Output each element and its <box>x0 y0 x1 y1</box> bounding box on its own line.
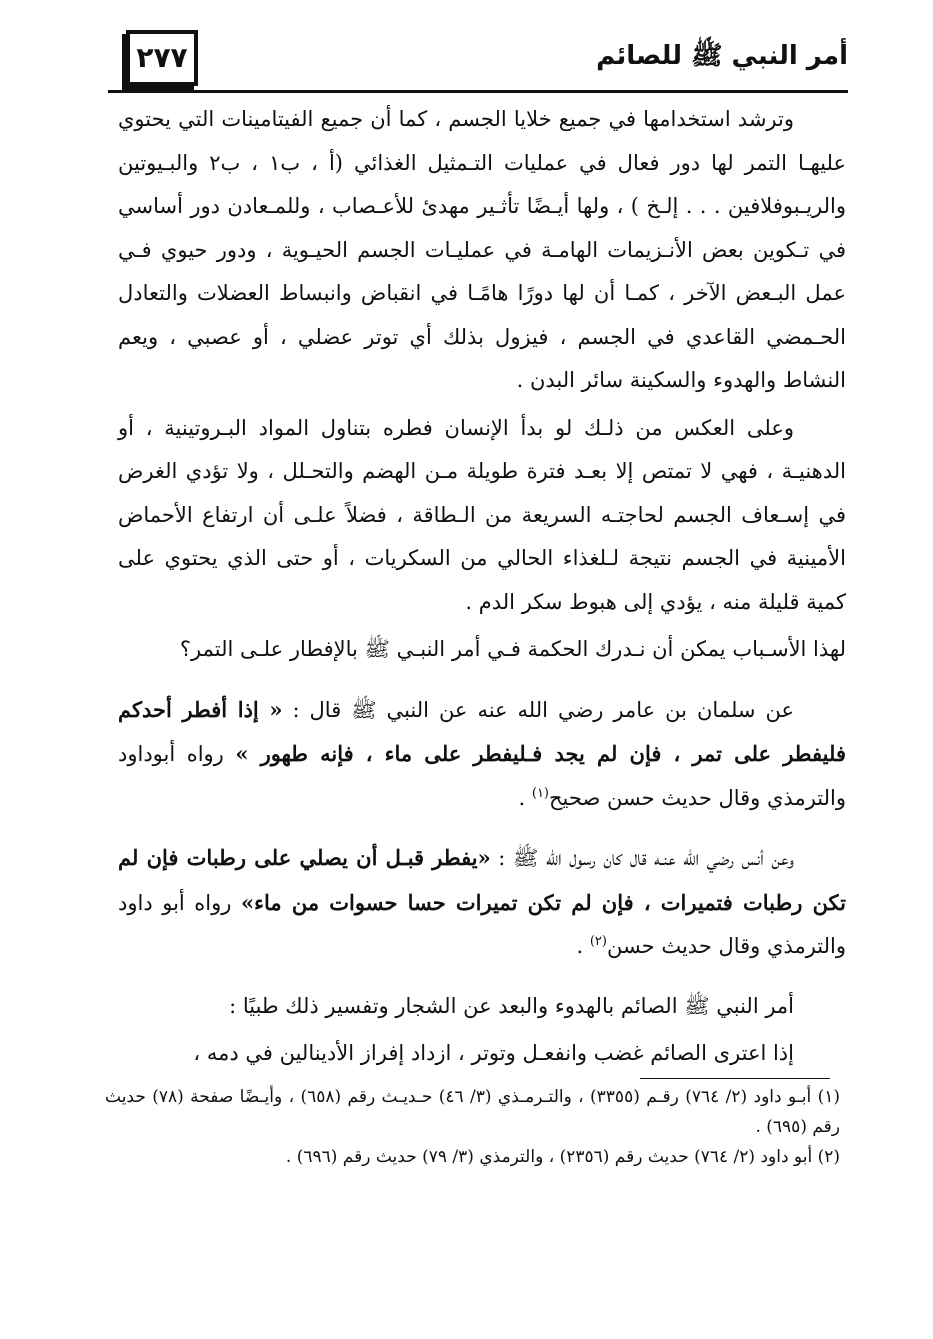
main-text <box>118 98 846 1080</box>
hadith-anas-source: رواه أبو داود والترمذي وقال حديث حسن <box>118 890 846 958</box>
footnote-ref-1: (١) <box>531 785 549 801</box>
footnote-2: (٢) أبو داود (٢/ ٧٦٤) حديث رقم (٢٣٥٦) ، والترمذي (٣/ ٧٩) حديث رقم (٦٩٦) . <box>285 1147 840 1167</box>
hadith-salman-intro: عن سلمان بن عامر رضي الله عنه عن النبي ﷺ قال : <box>292 697 794 722</box>
hadith-salman-text: « إذا أفطر أحدكم فليفطر على تمر ، فإن لم يجد فـليفطر على ماء ، فإنه طهور » <box>118 696 846 766</box>
paragraph-wisdom: لهذا الأسـباب يمكن أن نـدرك الحكمة فـي أمر النبـي ﷺ بالإفطار علـى التمر؟ <box>179 637 846 661</box>
hadith-anas-text: «يفطر قبـل أن يصلي على رطبات فإن لم تكن رطبات فتميرات ، فإن لم تكن تميرات حسا حسوات من ماء» <box>118 845 846 915</box>
footnote-1: (١) أبـو داود (٢/ ٧٦٤) رقـم (٣٣٥٥) ، والتـرمـذي (٣/ ٤٦) حـديـث رقم (٦٥٨) ، وأيـضًا صفحة (٧٨) حديث رقم (٦٩٥) . <box>105 1087 840 1137</box>
hadith-anas-intro: وعن أنس رضي الله عنـه قال كان رسول الله ﷺ : <box>498 846 794 870</box>
paragraph-dates-benefits: وترشد استخدامها في جميع خلايا الجسم ، كما أن جميع الفيتامينات التي يحتوي عليهـا التمر لها دور فعال في عمليات التـمثيل الغذائي (أ ، ب١ ، ب٢ والبـيوتين والريـبوفلافين . . . إلـخ ) ، ولها أيـضًا تأثـير مهدئ للأعـصاب ، وللمـعادن دور أساسي في تـكوين بعض الأنـزيمات الهامـة في عمليـات الجسم الحيـوية ، ودور حيوي فـي عمل البـعض الآخر ، كمـا أن لها دورًا هامًـا في انقباض وانبساط العضلات والتعادل الحـمضي القاعدي في الجسم ، فيزول بذلك أي توتر عضلي ، أو عصبي ، ويعم النشاط والهدوء والسكينة سائر البدن . <box>118 107 846 392</box>
section-heading-calm: أمر النبي ﷺ الصائم بالهدوء والبعد عن الشجار وتفسير ذلك طبيًا : <box>229 993 794 1018</box>
running-title: أمر النبي ﷺ للصائم <box>596 41 848 71</box>
paragraph-anger: إذا اعترى الصائم غضب وانفعـل وتوتر ، ازداد إفراز الأدينالين في دمه ، <box>193 1041 794 1065</box>
page-header <box>108 22 848 94</box>
paragraph-protein-contrast: وعلى العكس من ذلـك لو بدأ الإنسان فطره بتناول المواد البـروتينية ، أو الدهنيـة ، فهي لا تمتص إلا بعـد فترة طويلة مـن الهضم والتحـلل ، ولا تؤدي الغرض في إسـعاف الجسم لحاجتـه السريعة من الـطاقة ، فضلاً علـى أن ارتفاع الأحماض الأمينية في الجسم نتيجة لـلغذاء الحالي من السكريات ، أو حتى الذي يحتوي على كمية قليلة منه ، يؤدي إلى هبوط سكر الدم . <box>118 415 846 614</box>
header-divider <box>108 90 848 93</box>
footnote-divider <box>640 1078 830 1079</box>
page-number: ٢٧٧ <box>126 30 198 86</box>
footnote-ref-2: (٢) <box>589 934 607 949</box>
hadith-anas: وعن أنس رضي الله عنـه قال كان رسول الله ﷺ : «يفطر قبـل أن يصلي على رطبات فإن لم تكن رطبات فتميرات ، فإن لم تكن تميرات حسا حسوات من ماء» رواه أبو داود والترمذي وقال حديث حسن$^{(٢)}$ . <box>118 845 846 958</box>
footnotes <box>105 1082 840 1172</box>
hadith-salman-source: رواه أبوداود والترمذي وقال حديث حسن صحيح <box>118 742 846 810</box>
hadith-salman: عن سلمان بن عامر رضي الله عنه عن النبي ﷺ قال : « إذا أفطر أحدكم فليفطر على تمر ، فإن لم يجد فـليفطر على ماء ، فإنه طهور » رواه أبوداود والترمذي وقال حديث حسن صحيح$^{(١)}$ . <box>118 696 846 810</box>
